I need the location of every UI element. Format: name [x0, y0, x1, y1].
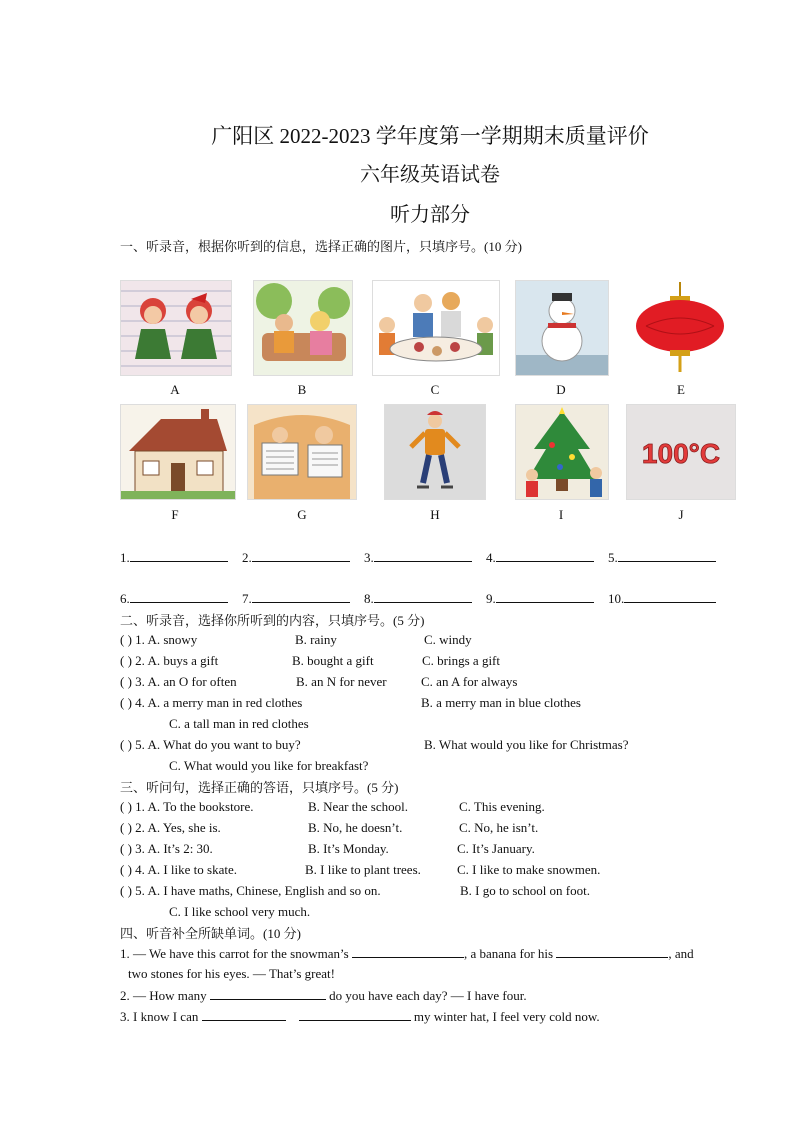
- red-lantern-icon: [626, 280, 734, 374]
- snowman-icon: [515, 280, 609, 376]
- question-text: two stones for his eyes. — That’s great!: [128, 966, 335, 981]
- question-text: , and: [668, 946, 694, 961]
- picture-label: J: [678, 507, 684, 522]
- answer-blank[interactable]: [202, 1008, 286, 1021]
- skater-icon: [384, 404, 486, 500]
- question-text: 2. — How many: [120, 988, 207, 1003]
- question-option-c: C. a tall man in red clothes: [169, 716, 309, 731]
- answer-blank[interactable]: [374, 590, 472, 603]
- 100-degrees-text: 100°C: [641, 438, 721, 469]
- picture-label: C: [430, 382, 440, 397]
- section3-heading: 三、听问句，选择正确的答语，只填序号。(5 分): [120, 780, 399, 795]
- answer-number: 8.: [364, 591, 374, 606]
- section2-heading: 二、听录音，选择你所听到的内容，只填序号。(5 分): [120, 613, 425, 628]
- question-option-c: C. brings a gift: [422, 653, 500, 668]
- question-option-c: C. an A for always: [421, 674, 518, 689]
- question-text: my winter hat, I feel very cold now.: [413, 1009, 600, 1024]
- two-people-sofa-icon: [253, 280, 353, 376]
- part-title: 听力部分: [390, 204, 470, 226]
- question-option-b: B. a merry man in blue clothes: [421, 695, 581, 710]
- exam-subtitle: 六年级英语试卷: [360, 164, 500, 186]
- question-option-a: ( ) 3. A. It’s 2: 30.: [120, 841, 213, 856]
- question-option-a: ( ) 4. A. I like to skate.: [120, 862, 237, 877]
- picture-label: A: [170, 382, 180, 397]
- question-option-a: ( ) 5. A. I have maths, Chinese, English and so on.: [120, 883, 381, 898]
- answer-blank[interactable]: [252, 590, 350, 603]
- picture-label: H: [430, 507, 440, 522]
- question-option-b: B. What would you like for Christmas?: [424, 737, 629, 752]
- picture-label: E: [677, 382, 685, 397]
- picture-label: F: [171, 507, 179, 522]
- answer-blank[interactable]: [496, 549, 594, 562]
- question-option-b: B. an N for never: [296, 674, 387, 689]
- answer-blank[interactable]: [130, 590, 228, 603]
- picture-label: B: [297, 382, 307, 397]
- section1-heading: 一、听录音，根据你听到的信息，选择正确的图片，只填序号。(10 分): [120, 239, 522, 254]
- question-option-c: C. No, he isn’t.: [459, 820, 539, 835]
- fill-question-3: [120, 1008, 600, 1025]
- section4-heading: 四、听音补全所缺单词。(10 分): [120, 926, 301, 941]
- answer-blank[interactable]: [210, 987, 326, 1000]
- question-option-a: ( ) 2. A. buys a gift: [120, 653, 219, 668]
- answer-blank[interactable]: [496, 590, 594, 603]
- question-option-a: ( ) 3. A. an O for often: [120, 674, 237, 689]
- question-text: , a banana for his: [463, 946, 554, 961]
- picture-label: I: [558, 507, 564, 522]
- christmas-tree-icon: [515, 404, 609, 500]
- answer-number: 3.: [364, 550, 374, 565]
- question-option-c: C. windy: [424, 632, 472, 647]
- answer-blank[interactable]: [556, 945, 668, 958]
- reading-newspaper-icon: [247, 404, 357, 500]
- question-option-b: B. rainy: [295, 632, 337, 647]
- answer-blank[interactable]: [252, 549, 350, 562]
- question-option-a: ( ) 4. A. a merry man in red clothes: [120, 695, 303, 710]
- question-option-c: C. It’s January.: [457, 841, 535, 856]
- fill-question-1: [120, 945, 694, 962]
- question-option-c: C. I like to make snowmen.: [457, 862, 601, 877]
- answer-number: 9.: [486, 591, 496, 606]
- question-option-a: ( ) 2. A. Yes, she is.: [120, 820, 221, 835]
- question-text: 3. I know I can: [120, 1009, 199, 1024]
- question-option-a: ( ) 1. A. To the bookstore.: [120, 799, 254, 814]
- house-icon: [120, 404, 236, 500]
- picture-label: G: [297, 507, 307, 522]
- answer-blank[interactable]: [618, 549, 716, 562]
- exam-title: 广阳区 2022-2023 学年度第一学期期末质量评价: [211, 124, 649, 148]
- fill-question-2: [120, 987, 527, 1004]
- answer-number: 2.: [242, 550, 252, 565]
- question-option-c: C. What would you like for breakfast?: [169, 758, 369, 773]
- question-option-b: B. I like to plant trees.: [305, 862, 421, 877]
- two-girls-icon: [120, 280, 232, 376]
- answer-blank[interactable]: [352, 945, 464, 958]
- answer-number: 10.: [608, 591, 625, 606]
- question-option-b: B. No, he doesn’t.: [308, 820, 403, 835]
- question-option-a: ( ) 5. A. What do you want to buy?: [120, 737, 301, 752]
- 100-degrees-icon: [626, 404, 736, 500]
- answer-number: 5.: [608, 550, 618, 565]
- answer-number: 4.: [486, 550, 496, 565]
- family-dinner-icon: [372, 280, 500, 376]
- picture-label: D: [556, 382, 566, 397]
- question-option-b: B. It’s Monday.: [308, 841, 389, 856]
- answer-blank[interactable]: [130, 549, 228, 562]
- answer-blank[interactable]: [374, 549, 472, 562]
- question-option-b: B. bought a gift: [292, 653, 374, 668]
- question-option-b: B. I go to school on foot.: [460, 883, 590, 898]
- question-option-c: C. This evening.: [459, 799, 545, 814]
- answer-number: 6.: [120, 591, 130, 606]
- question-text: do you have each day? — I have four.: [329, 988, 527, 1003]
- answer-blank[interactable]: [299, 1008, 411, 1021]
- answer-number: 7.: [242, 591, 252, 606]
- question-option-b: B. Near the school.: [308, 799, 409, 814]
- answer-blank[interactable]: [624, 590, 716, 603]
- answer-number: 1.: [120, 550, 130, 565]
- question-option-a: ( ) 1. A. snowy: [120, 632, 198, 647]
- question-option-c: C. I like school very much.: [169, 904, 311, 919]
- question-text: 1. — We have this carrot for the snowman’s: [120, 946, 349, 961]
